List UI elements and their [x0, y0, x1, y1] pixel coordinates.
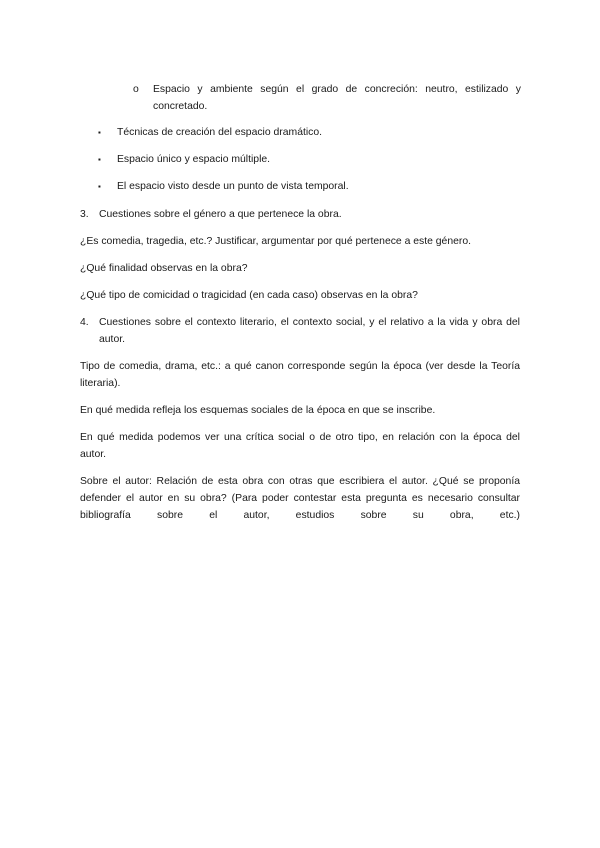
bullet-item — [98, 151, 518, 168]
bullet-item — [98, 178, 518, 195]
paragraph: En qué medida podemos ver una crítica social o de otro tipo, en relación con la época del autor. — [80, 432, 520, 460]
numbered-item-text: Cuestiones sobre el género a que pertenece la obra. — [99, 209, 342, 220]
paragraph: Sobre el autor: Relación de esta obra con otras que escribiera el autor. ¿Qué se proponía defender el autor en su obra? (Para poder contestar esta pregunta es necesario consultar bibliografía sobre el autor, estudios sobre su obra, etc.) — [80, 476, 520, 521]
numbered-item — [80, 314, 520, 348]
numbered-item-text: Cuestiones sobre el contexto literario, el contexto social, y el relativo a la vida y obra del autor. — [99, 317, 520, 345]
paragraph: En qué medida refleja los esquemas sociales de la época en que se inscribe. — [80, 405, 436, 416]
paragraph: Tipo de comedia, drama, etc.: a qué canon corresponde según la época (ver desde la Teoría literaria). — [80, 361, 520, 389]
bullet-item-text: Técnicas de creación del espacio dramático. — [117, 127, 323, 138]
square-bullet-icon: ▪ — [98, 128, 101, 137]
item-number: 4. — [80, 317, 89, 328]
bullet-item-text: Espacio único y espacio múltiple. — [117, 154, 271, 165]
paragraph: ¿Qué tipo de comicidad o tragicidad (en cada caso) observas en la obra? — [80, 290, 418, 301]
sub-list-item-text: Espacio y ambiente según el grado de concreción: neutro, estilizado y concretado. — [153, 84, 521, 112]
numbered-item — [80, 206, 520, 223]
square-bullet-icon: ▪ — [98, 155, 101, 164]
sub-list-item — [133, 81, 521, 115]
bullet-item-text: El espacio visto desde un punto de vista temporal. — [117, 181, 349, 192]
circle-bullet-icon: o — [133, 84, 139, 95]
paragraph: ¿Qué finalidad observas en la obra? — [80, 263, 248, 274]
bullet-item — [98, 124, 518, 141]
square-bullet-icon: ▪ — [98, 182, 101, 191]
paragraph: ¿Es comedia, tragedia, etc.? Justificar, argumentar por qué pertenece a este género. — [80, 236, 472, 247]
item-number: 3. — [80, 209, 89, 220]
